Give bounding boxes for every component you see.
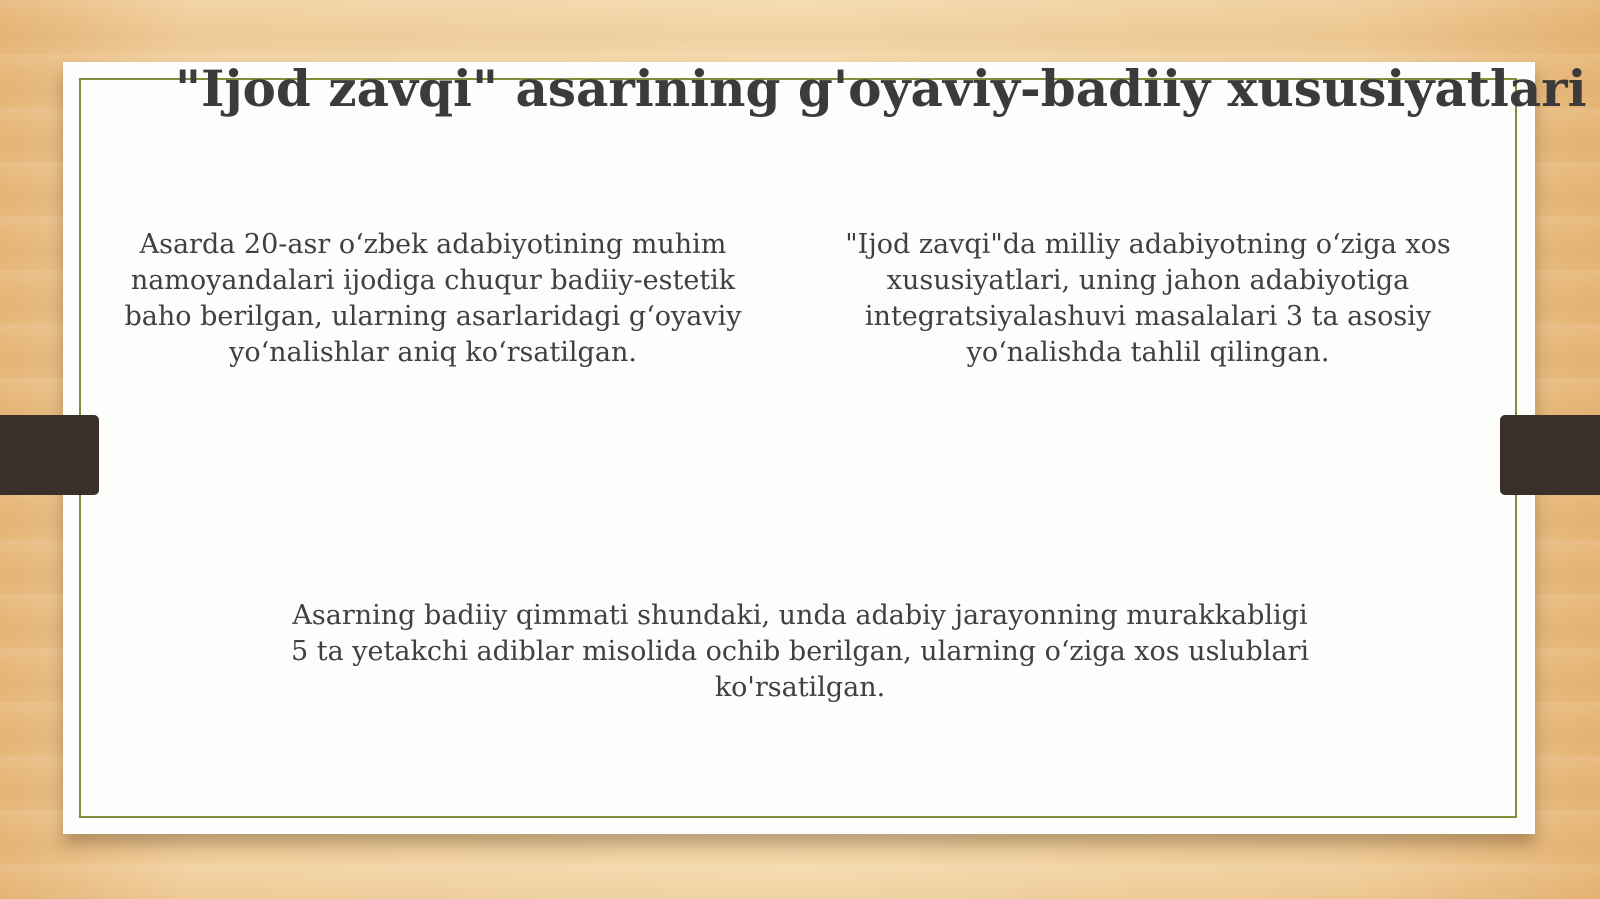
slide-title: "Ijod zavqi" asarining g'oyaviy-badiiy xususiyatlari — [175, 59, 1587, 118]
paragraph-left: Asarda 20-asr oʻzbek adabiyotining muhim namoyandalari ijodiga chuqur badiiy-estetik baho berilgan, ularning asarlaridagi gʻoyaviy yoʻnalishlar aniq koʻrsatilgan. — [124, 229, 742, 368]
left-decorative-tab — [0, 415, 99, 495]
paragraph-right: "Ijod zavqi"da milliy adabiyotning oʻziga xos xususiyatlari, uning jahon adabiyotiga integratsiyalashuvi masalalari 3 ta asosiy yoʻnalishda tahlil qilingan. — [845, 229, 1451, 368]
slide-border-frame — [79, 78, 1517, 818]
right-decorative-tab — [1500, 415, 1600, 495]
paragraph-bottom: Asarning badiiy qimmati shundaki, unda adabiy jarayonning murakkabligi 5 ta yetakchi adiblar misolida ochib berilgan, ularning oʻziga xos uslublari ko'rsatilgan. — [290, 600, 1310, 703]
